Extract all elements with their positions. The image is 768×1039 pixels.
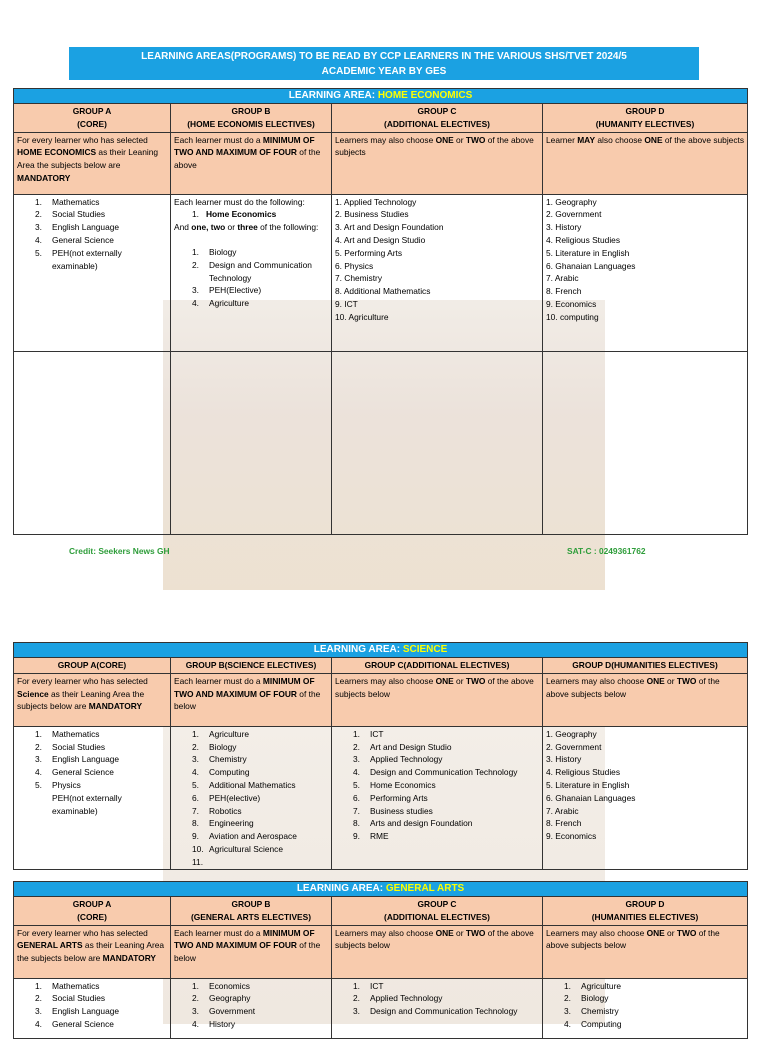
learning-area-header [14,882,748,897]
list-item: 6. PEH(elective) [192,792,261,803]
desc-text: of the above [174,147,321,171]
list-item: 4. Computing [192,767,250,778]
list-item: 5. Performing Arts [335,247,403,258]
group-b-subjects-cell: 1. Agriculture 2. Biology 3. Chemistry 4. Computing 5. Additional Mathematics 6. PEH(elective) 7. Robotics 8. Engineering 9. Aviation and Aerospace 10. Agricultural Science 11. [171,726,332,869]
desc-emphasis: ONE [435,134,454,145]
group-c-header: GROUP C(ADDITIONAL ELECTIVES) [332,658,543,674]
list-item: 2. Government [546,741,602,752]
group-c-description [332,132,543,194]
desc-text: of the above subjects [335,134,534,158]
list-item: 4. Religious Studies [546,234,621,245]
group-subtitle: (CORE) [77,118,107,129]
list-item: 3. English Language [35,1006,120,1017]
group-title: GROUP C [417,106,457,116]
list-item: 4. History [192,1018,236,1029]
group-title: GROUP B [231,106,271,116]
group-d-description: Learners may also choose ONE or TWO of the above subjects below [543,925,748,978]
list-item: 7. Chemistry [335,273,383,284]
list-item: 1. Geography [546,728,597,739]
learning-area-name: HOME ECONOMICS [377,90,473,101]
list-item: 2. Biology [564,993,609,1004]
list-item: 1. Applied Technology [335,196,417,207]
list-item: 6. Ghanaian Languages [546,260,636,271]
list-item: 3. PEH(Elective) [192,285,262,296]
desc-emphasis: TWO [465,134,486,145]
list-item: 3. Design and Communication Technology [353,1006,518,1017]
list-item: 2. Social Studies [35,209,106,220]
credit-contact: SAT-C : 0249361762 [567,546,646,556]
list-item: 3. History [546,754,582,765]
list-item: 9. Aviation and Aerospace [192,831,297,842]
desc-text: as their Leaning Area the subjects below are [17,147,159,171]
group-a-description [14,132,171,194]
learning-area-header [14,89,748,104]
table-cell [14,351,171,534]
list-item: 2. Applied Technology [353,993,443,1004]
list-item: 5. Physics [35,779,81,790]
list-item: 1. Agriculture [192,728,250,739]
group-d-header [543,104,748,133]
group-header-row [14,658,748,674]
group-b-subjects-cell [171,194,332,351]
list-item: 1. ICT [353,980,384,991]
group-a-header [14,104,171,133]
list-item: 2. Social Studies [35,741,106,752]
list-item: 2. Geography [192,993,251,1004]
group-description-row [14,673,748,726]
list-item: 1. Mathematics [35,728,100,739]
group-b-description [171,132,332,194]
list-item: 5. Literature in English [546,779,630,790]
group-header-row [14,897,748,926]
list-item: 6. Physics [335,260,374,271]
desc-text: also choose [595,134,645,145]
list-item: 10. Agriculture [335,311,389,322]
list-item: 4. Art and Design Studio [335,234,426,245]
list-item: 7. Robotics [192,805,242,816]
banner-line-2: ACADEMIC YEAR BY GES [321,65,447,77]
group-a-header: GROUP A (CORE) [14,897,171,926]
list-item: 8. Additional Mathematics [335,286,431,297]
list-item: 2. Art and Design Studio [353,741,452,752]
desc-text: Each learner must do a [174,134,263,145]
core-subjects-cell [14,194,171,351]
desc-text: of the above subjects [662,134,745,145]
list-item: PEH(not externally examinable) [52,792,122,816]
group-d-subjects-cell [543,194,748,351]
group-d-header: GROUP D(HUMANITIES ELECTIVES) [543,658,748,674]
list-item: 1. Geography [546,196,597,207]
list-item: 2. Design and Communication Technology [192,259,312,283]
list-item: 4. General Science [35,234,114,245]
group-a-description: For every learner who has selected GENERAL ARTS as their Leaning Area the subjects below are MANDATORY [14,925,171,978]
list-item: 4. General Science [35,1018,114,1029]
list-item: 8. Engineering [192,818,254,829]
list-item: 7. Arabic [546,805,579,816]
list-item: 7. Arabic [546,273,579,284]
desc-emphasis: MAY [577,134,596,145]
learning-area-prefix: LEARNING AREA: [296,883,386,894]
list-item: 8. French [546,286,582,297]
group-c-header [332,104,543,133]
group-b-header: GROUP B (GENERAL ARTS ELECTIVES) [171,897,332,926]
core-subjects-cell [14,978,171,1038]
table-cell [332,351,543,534]
group-c-subjects-cell [332,726,543,869]
learning-area-prefix: LEARNING AREA: [288,90,378,101]
list-item: 3. Applied Technology [353,754,443,765]
list-item: 3. Art and Design Foundation [335,222,444,233]
core-subjects-cell [14,726,171,869]
learning-area-header [14,643,748,658]
desc-emphasis: HOME ECONOMICS [17,147,97,158]
list-item: 9. Economics [546,298,597,309]
page-title-banner [69,47,699,80]
subjects-row [14,726,748,869]
list-item: 2. Government [546,209,602,220]
group-d-description: Learners may also choose ONE or TWO of the above subjects below [543,673,748,726]
group-c-description: Learners may also choose ONE or TWO of the above subjects below [332,925,543,978]
table-cell [543,351,748,534]
list-item: 3. Chemistry [564,1006,619,1017]
list-item: 1. Mathematics [35,196,100,207]
list-item: 3. Government [192,1006,256,1017]
group-description-row [14,132,748,194]
learning-area-prefix: LEARNING AREA: [313,644,403,655]
science-table [13,642,748,870]
list-item: 2. Business Studies [335,209,409,220]
list-item: 8. Arts and design Foundation [353,818,473,829]
list-item: 5. Additional Mathematics [192,779,296,790]
group-subtitle: (HUMANITY ELECTIVES) [595,118,695,129]
list-item: 3. Chemistry [192,754,247,765]
desc-text: For every learner who has selected [17,134,148,145]
group-b-subjects-cell [171,978,332,1038]
group-c-subjects-cell [332,978,543,1038]
group-d-description [543,132,748,194]
group-b-description: Each learner must do a MINIMUM OF TWO AND MAXIMUM OF FOUR of the below [171,925,332,978]
list-item: 1. Economics [192,980,250,991]
group-header-row [14,104,748,133]
list-item: 5. Literature in English [546,247,630,258]
list-item: 3. History [546,222,582,233]
list-item: 4. General Science [35,767,114,778]
list-item: 9. RME [353,831,389,842]
group-b-header [171,104,332,133]
desc-emphasis: MINIMUM OF TWO AND MAXIMUM OF FOUR [174,134,315,158]
group-a-header: GROUP A(CORE) [14,658,171,674]
learning-area-name: SCIENCE [402,644,448,655]
table-cell [171,351,332,534]
list-item: 1. Agriculture [564,980,622,991]
list-item: 5. Home Economics [353,779,436,790]
group-c-subjects-cell [332,194,543,351]
list-item: 6. Performing Arts [353,792,428,803]
list-item: 1. ICT [353,728,384,739]
group-subtitle: (HOME ECONOMIS ELECTIVES) [187,118,315,129]
credit-source: Credit: Seekers News GH [69,546,170,556]
banner-line-1: LEARNING AREAS(PROGRAMS) TO BE READ BY CCP LEARNERS IN THE VARIOUS SHS/TVET 2024/5 [141,50,627,62]
learning-area-name: GENERAL ARTS [385,883,465,894]
desc-text: Learner [546,134,578,145]
home-economics-table [13,88,748,535]
list-item: 4. Agriculture [192,298,250,309]
group-c-description: Learners may also choose ONE or TWO of the above subjects below [332,673,543,726]
desc-text: Learners may also choose [335,134,436,145]
list-item: 4. Religious Studies [546,767,621,778]
list-item: 6. Ghanaian Languages [546,792,636,803]
list-item: 7. Business studies [353,805,433,816]
list-item: 3. English Language [35,754,120,765]
list-item: 1. Biology [192,246,237,257]
list-item: 9. ICT [335,298,358,309]
subjects-row [14,978,748,1038]
list-item: 1. Home Economics [192,209,277,220]
subjects-row [14,194,748,351]
list-item: 10. Agricultural Science [192,843,284,854]
group-d-header: GROUP D (HUMANITIES ELECTIVES) [543,897,748,926]
group-d-subjects-cell [543,978,748,1038]
group-b-header: GROUP B(SCIENCE ELECTIVES) [171,658,332,674]
list-item: 8. French [546,818,582,829]
list-item: 2. Biology [192,741,237,752]
group-b-description: Each learner must do a MINIMUM OF TWO AND MAXIMUM OF FOUR of the below [171,673,332,726]
list-item: 2. Social Studies [35,993,106,1004]
group-d-subjects-cell [543,726,748,869]
list-item: 9. Economics [546,831,597,842]
list-item: 3. English Language [35,222,120,233]
list-item: 4. Design and Communication Technology [353,767,518,778]
list-item: 5. PEH(not externally examinable) [35,247,122,271]
group-description-row [14,925,748,978]
group-a-description: For every learner who has selected Science as their Leaning Area the subjects below are MANDATORY [14,673,171,726]
b-choice-text: And one, two or three of the following: [174,222,319,233]
list-item: 1. Mathematics [35,980,100,991]
group-title: GROUP D [625,106,665,116]
group-c-header: GROUP C (ADDITIONAL ELECTIVES) [332,897,543,926]
list-item: 4. Computing [564,1018,622,1029]
general-arts-table [13,881,748,1039]
desc-emphasis: MANDATORY [17,172,71,183]
empty-row [14,351,748,534]
desc-emphasis: ONE [644,134,663,145]
desc-text: or [453,134,466,145]
list-item: 10. computing [546,311,599,322]
group-title: GROUP A [72,106,112,116]
b-intro: Each learner must do the following: [174,196,305,207]
group-subtitle: (ADDITIONAL ELECTIVES) [384,118,490,129]
